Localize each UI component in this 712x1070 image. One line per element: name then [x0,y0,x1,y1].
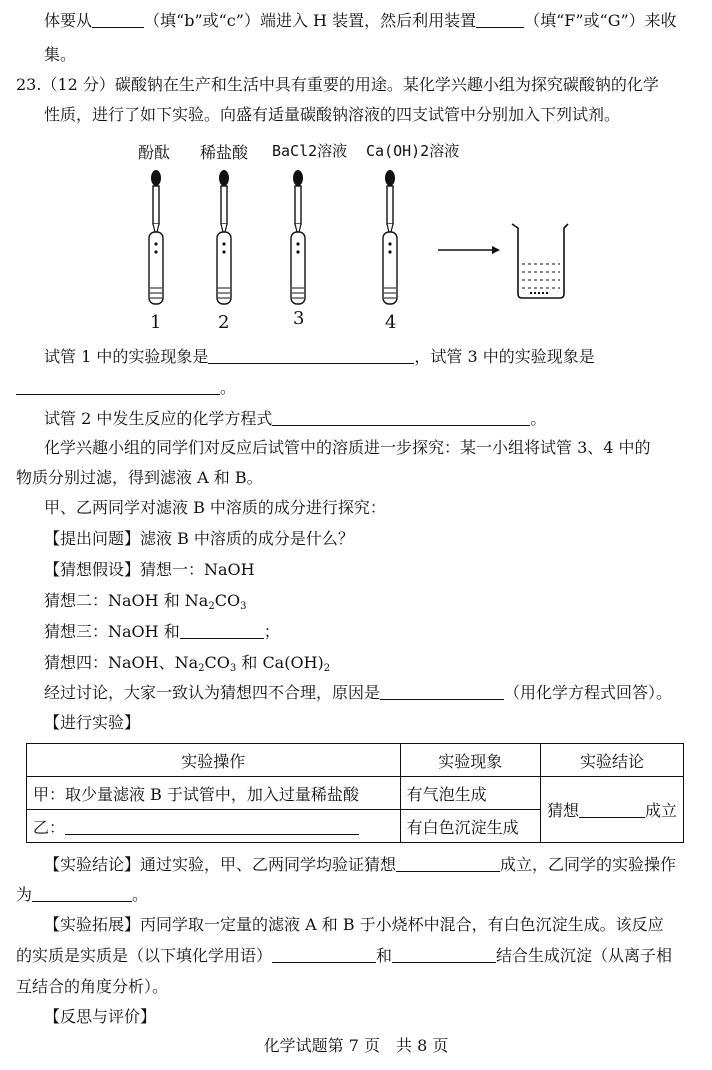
text-line: 甲、乙两同学对滤液 B 中溶质的成分进行探究： [44,498,386,517]
experiment-table [26,743,684,843]
reagent-label: 酚酞 [138,143,171,162]
answer-blank[interactable] [476,11,524,28]
answer-blank[interactable] [272,946,376,963]
beaker-icon [512,224,568,298]
table-cell: 有气泡生成 [400,777,540,810]
table-cell: 猜想 成立 [540,777,683,843]
section-heading: 【反思与评价】 [44,1007,157,1026]
tube-number: 4 [385,312,397,333]
text-line: 物质分别过滤，得到滤液 A 和 B。 [16,468,263,487]
table-header-row [27,744,684,777]
table-cell: 有白色沉淀生成 [400,810,540,843]
reagent-label: BaCl2溶液 [272,142,348,160]
text-line: 猜想二：NaOH 和 $Na_2CO_3$ [44,591,247,612]
reagent-label: 稀盐酸 [200,143,249,162]
dropper-and-tube-2 [217,170,231,304]
test-tube-figure [120,140,570,340]
text-line: 互结合的角度分析）。 [16,977,169,996]
reagent-label: Ca(OH)2溶液 [366,142,460,160]
answer-blank[interactable] [180,622,264,639]
answer-blank[interactable] [208,347,414,364]
section-heading: 【进行实验】 [44,713,141,732]
tube-number: 3 [293,308,305,329]
answer-blank[interactable] [579,801,645,818]
table-header: 实验现象 [400,744,540,777]
question-23-stem: 23.（12 分）碳酸钠在生产和生活中具有重要的用途。某化学兴趣小组为探究碳酸钠的化学 [16,75,659,94]
answer-blank[interactable] [32,885,132,902]
section-heading: 【猜想假设】猜想一：NaOH [44,560,255,579]
text-line: 的实质是实质是（以下填化学用语） 和 结合生成沉淀（从离子相 [16,946,673,965]
tube-number: 1 [150,312,162,333]
text-line: 经过讨论，大家一致认为猜想四不合理，原因是 （用化学方程式回答）。 [44,683,673,702]
answer-blank[interactable] [92,11,144,28]
text-line: 。 [16,377,236,399]
text-line: 【实验拓展】丙同学取一定量的滤液 A 和 B 于小烧杯中混合，有白色沉淀生成。该反应 [44,915,664,934]
text-line: 体要从 （填“b”或“c”）端进入 H 装置，然后利用装置 （填“F”或“G”）来收 [44,11,677,30]
table-header: 实验操作 [27,744,401,777]
table-row [27,777,684,810]
section-heading: 【提出问题】滤液 B 中溶质的成分是什么？ [44,529,354,548]
arrow-icon [438,246,500,254]
text-line: 化学兴趣小组的同学们对反应后试管中的溶质进一步探究：某一小组将试管 3、4 中的 [44,438,651,457]
answer-blank[interactable] [65,818,359,835]
text-line: 为 。 [16,885,149,904]
text-line: 性质，进行了如下实验。向盛有适量碳酸钠溶液的四支试管中分别加入下列试剂。 [44,105,621,124]
text-line: 猜想四：NaOH、$Na_2CO_3$ 和 $Ca(OH)_2$ [44,653,331,674]
table-cell: 甲：取少量滤液 B 于试管中，加入过量稀盐酸 [27,777,401,810]
text-line: 试管 1 中的实验现象是 ，试管 3 中的实验现象是 [44,347,595,366]
tube-number: 2 [218,312,230,333]
dropper-and-tube-4 [383,170,397,304]
text-line: 试管 2 中发生反应的化学方程式 。 [44,409,547,428]
tubes-drawing [120,140,570,340]
dropper-and-tube-1 [149,170,163,304]
table-cell: 乙： [27,810,401,843]
page-footer: 化学试题第 7 页 共 8 页 [263,1036,449,1055]
answer-blank[interactable] [396,855,500,872]
answer-blank[interactable] [272,409,530,426]
table-header: 实验结论 [540,744,683,777]
answer-blank[interactable] [16,378,220,395]
answer-blank[interactable] [392,946,496,963]
answer-blank[interactable] [380,683,504,700]
text-line: 【实验结论】通过实验，甲、乙两同学均验证猜想 成立，乙同学的实验操作 [44,855,677,874]
text-line: 集。 [44,45,77,64]
text-line: 猜想三：NaOH 和 ； [44,622,280,641]
dropper-and-tube-3 [291,170,305,304]
